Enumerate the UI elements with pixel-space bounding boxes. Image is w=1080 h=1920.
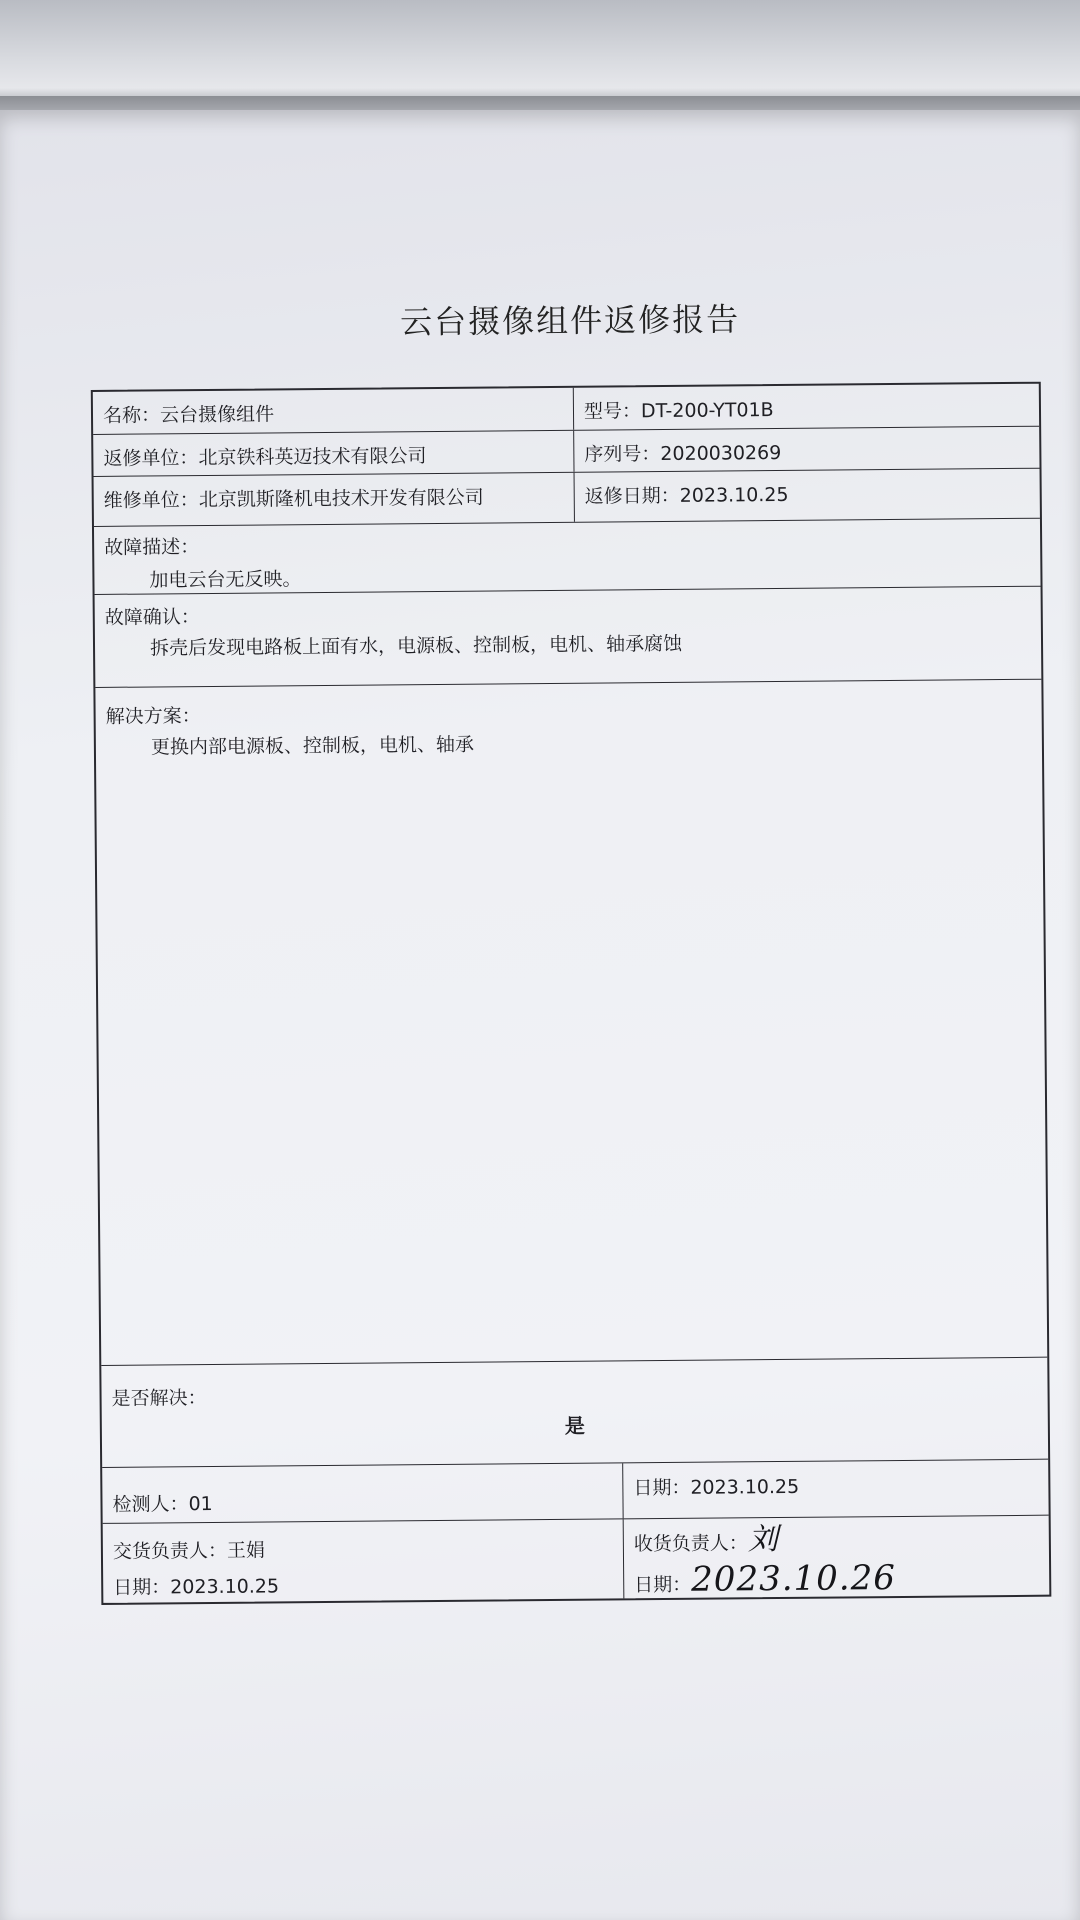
model-label: 型号： xyxy=(583,400,642,423)
report-table xyxy=(91,382,1052,1605)
fault-confirmation-label: 故障确认： xyxy=(104,606,200,629)
model-value: DT-200-YT01B xyxy=(640,399,774,423)
receiver-signature: 刘 xyxy=(747,1522,780,1558)
repair-unit-label: 维修单位： xyxy=(103,489,199,512)
row-delivery-receipt xyxy=(103,1516,1050,1603)
fault-confirmation-value: 拆壳后发现电路板上面有水，电源板、控制板，电机、轴承腐蚀 xyxy=(149,632,683,660)
receive-date-label: 日期： xyxy=(634,1573,692,1597)
solution-label: 解决方案： xyxy=(105,705,201,728)
return-unit-label: 返修单位： xyxy=(103,447,199,470)
return-unit-cell xyxy=(93,431,573,476)
inspector-label: 检测人： xyxy=(112,1493,189,1516)
model-cell xyxy=(573,384,1039,430)
resolved-value: 是 xyxy=(564,1413,585,1438)
receive-date-handwritten: 2023.10.26 xyxy=(691,1558,897,1600)
repair-report-document xyxy=(90,292,1061,1610)
return-date-cell xyxy=(574,469,1040,522)
delivery-cell xyxy=(103,1519,624,1603)
inspection-date-value: 2023.10.25 xyxy=(690,1475,800,1499)
shelf-background xyxy=(0,0,1080,110)
name-value: 云台摄像组件 xyxy=(159,403,275,427)
solution-cell xyxy=(95,680,1047,1365)
delivery-date-label: 日期： xyxy=(113,1576,171,1599)
solution-value: 更换内部电源板、控制板，电机、轴承 xyxy=(150,733,475,759)
return-unit-value: 北京铁科英迈技术有限公司 xyxy=(198,445,427,470)
name-cell xyxy=(93,388,573,434)
return-date-value: 2023.10.25 xyxy=(679,483,789,507)
row-resolved xyxy=(101,1358,1048,1468)
delivery-person-label: 交货负责人： xyxy=(112,1539,228,1563)
row-solution xyxy=(95,680,1047,1366)
row-inspector xyxy=(102,1460,1048,1524)
row-fault-description xyxy=(94,519,1041,595)
fault-description-label: 故障描述： xyxy=(104,536,200,559)
row-fault-confirmation xyxy=(95,587,1042,688)
row-repair-unit-date xyxy=(94,469,1040,527)
receipt-cell xyxy=(623,1516,1050,1599)
inspection-date-cell xyxy=(622,1460,1048,1519)
fault-description-cell xyxy=(94,519,1041,594)
return-date-label: 返修日期： xyxy=(584,484,680,508)
inspection-date-label: 日期： xyxy=(633,1476,691,1500)
repair-unit-value: 北京凯斯隆机电技术开发有限公司 xyxy=(198,486,484,512)
fault-description-value: 加电云台无反映。 xyxy=(149,568,302,592)
fault-confirmation-cell xyxy=(95,587,1042,687)
inspector-cell xyxy=(102,1463,622,1523)
delivery-person-value: 王娟 xyxy=(226,1539,266,1562)
serial-cell xyxy=(573,427,1039,472)
receiver-label: 收货负责人： xyxy=(633,1532,748,1556)
repair-unit-cell xyxy=(94,473,574,526)
resolved-label: 是否解决： xyxy=(111,1387,207,1410)
document-title: 云台摄像组件返修报告 xyxy=(400,300,741,342)
delivery-date-value: 2023.10.25 xyxy=(170,1575,280,1599)
serial-label: 序列号： xyxy=(584,443,661,466)
inspector-value: 01 xyxy=(188,1492,213,1516)
serial-value: 2020030269 xyxy=(660,441,782,466)
name-label: 名称： xyxy=(102,404,161,427)
